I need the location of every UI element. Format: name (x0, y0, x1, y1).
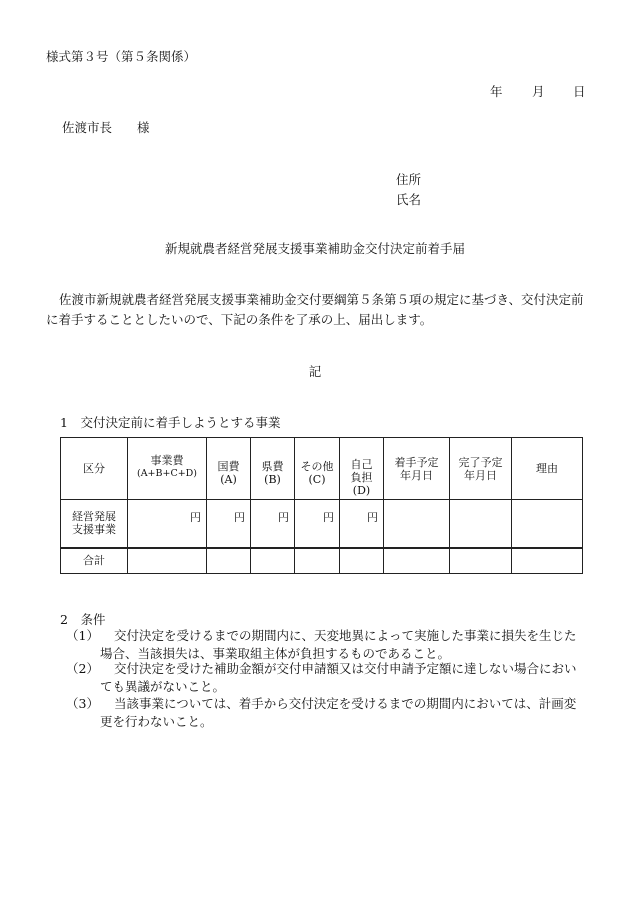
cell-self: 円 (340, 500, 384, 548)
condition-number: （2） (66, 661, 99, 676)
date-year: 年 (490, 84, 503, 99)
header-start-date-line2: 年月日 (400, 468, 433, 482)
condition-text: 当該事業については、着手から交付決定を受けるまでの期間内においては、計画変更を行わないこと。 (100, 696, 577, 729)
condition-text: 交付決定を受けるまでの期間内に、天変地異によって実施した事業に損失を生じた場合、当該損失は、事業取組主体が負担するものであること。 (100, 628, 577, 661)
condition-item (66, 695, 586, 731)
header-prefectural-mark: (B) (264, 472, 281, 486)
header-prefectural-label: 県費 (261, 459, 284, 473)
header-start-date-line1: 着手予定 (394, 455, 439, 469)
total-complete-date (450, 548, 512, 574)
header-prefectural (251, 458, 295, 500)
header-complete-date-line1: 完了予定 (458, 455, 503, 469)
cell-prefectural: 円 (251, 500, 295, 548)
section1-heading: 1 交付決定前に着手しようとする事業 (60, 415, 281, 430)
header-other-label: その他 (300, 459, 334, 473)
cell-reason (512, 500, 583, 548)
header-self (340, 458, 384, 500)
row-label-line2: 支援事業 (72, 523, 116, 537)
table-row (61, 548, 583, 574)
header-self-line2: 負担 (350, 470, 373, 484)
header-project-cost-formula: (A+B+C+D) (136, 468, 198, 479)
header-national-label: 国費 (217, 459, 240, 473)
header-other (295, 458, 340, 500)
date-month: 月 (532, 84, 545, 99)
condition-text: 交付決定を受けた補助金額が交付申請額又は交付申請予定額に達しない場合においても異議がないこと。 (100, 661, 577, 694)
header-complete-date (450, 438, 512, 500)
date-line (0, 82, 630, 100)
header-category: 区分 (61, 438, 128, 500)
header-complete-date-line2: 年月日 (464, 468, 497, 482)
condition-item (66, 660, 586, 696)
row-label-line1: 経営発展 (72, 510, 116, 524)
cell-start-date (384, 500, 450, 548)
header-self-line1: 自己 (350, 457, 373, 471)
condition-number: （3） (66, 696, 99, 711)
cell-other: 円 (295, 500, 340, 548)
total-project-cost (128, 548, 207, 574)
row-label (61, 500, 128, 548)
ki-heading: 記 (308, 364, 322, 379)
body-paragraph: 佐渡市新規就農者経営発展支援事業補助金交付要綱第５条第５項の規定に基づき、交付決定前に着手することとしたいので、下記の条件を了承の上、届出します。 (46, 292, 584, 327)
condition-number: （1） (66, 628, 99, 643)
header-prefectural-top (251, 438, 295, 458)
condition-item (66, 627, 586, 663)
cell-complete-date (450, 500, 512, 548)
header-other-mark: (C) (308, 472, 326, 486)
total-national (207, 548, 251, 574)
header-other-top (295, 438, 340, 458)
address-label: 住所 (396, 172, 422, 187)
header-self-mark: (D) (352, 483, 371, 497)
header-national (207, 458, 251, 500)
header-self-top (340, 438, 384, 458)
date-day: 日 (573, 84, 586, 99)
total-reason (512, 548, 583, 574)
table-row (61, 500, 583, 548)
total-self (340, 548, 384, 574)
header-start-date (384, 438, 450, 500)
header-reason: 理由 (512, 438, 583, 500)
total-other (295, 548, 340, 574)
total-prefectural (251, 548, 295, 574)
total-start-date (384, 548, 450, 574)
addressee: 佐渡市長 様 (62, 120, 150, 135)
form-number: 様式第３号（第５条関係） (46, 49, 197, 64)
header-project-cost-label: 事業費 (150, 454, 184, 467)
cell-project-cost: 円 (128, 500, 207, 548)
document-title: 新規就農者経営発展支援事業補助金交付決定前着手届 (164, 241, 465, 256)
name-label: 氏名 (396, 192, 422, 207)
section2-heading: 2 条件 (60, 612, 106, 627)
header-national-top (207, 438, 251, 458)
header-project-cost (128, 438, 207, 500)
cell-national: 円 (207, 500, 251, 548)
header-national-mark: (A) (220, 472, 237, 486)
total-label: 合計 (61, 548, 128, 574)
project-table (60, 437, 583, 574)
